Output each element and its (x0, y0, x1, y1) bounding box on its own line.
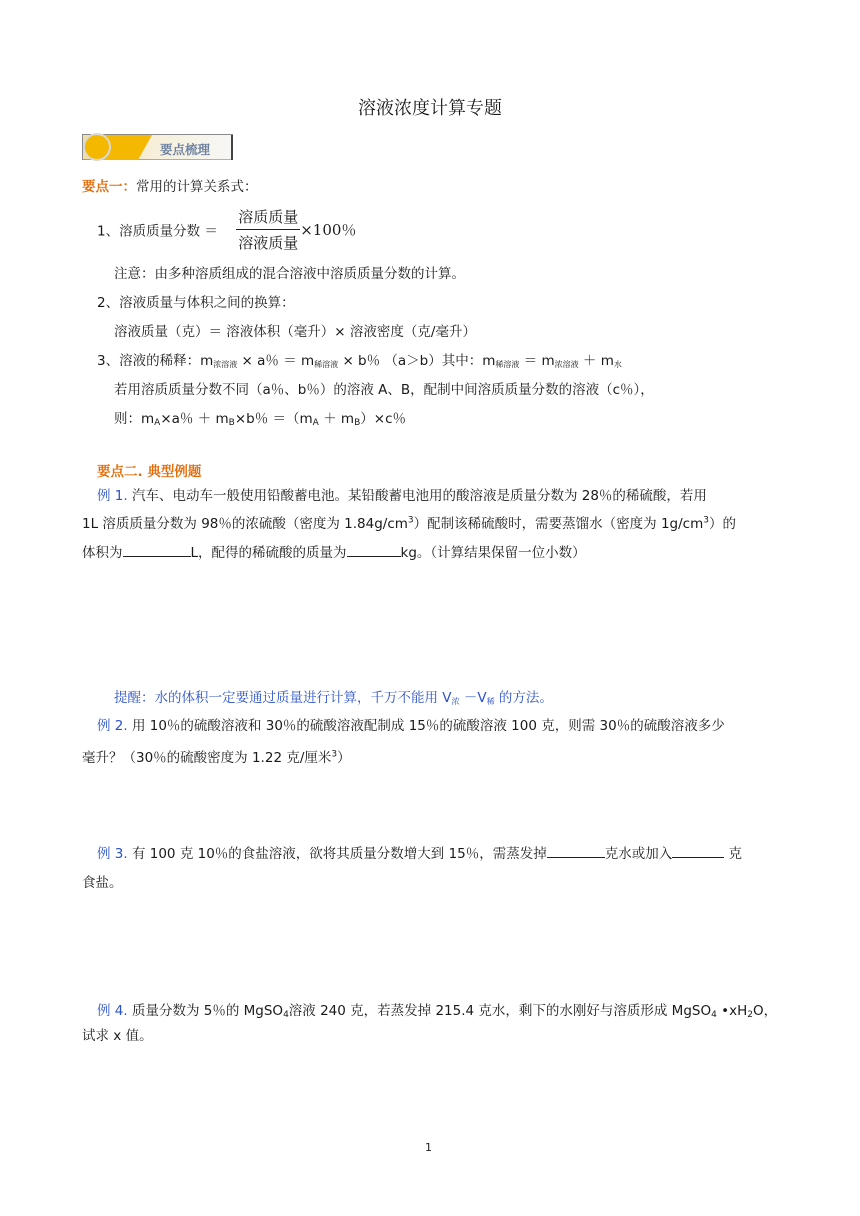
hint-line: 提醒：水的体积一定要通过质量进行计算，千万不能用 $V_浓 -V_稀$ 的方法。 (114, 690, 553, 706)
point1-heading: 要点一：常用的计算关系式： (82, 179, 258, 195)
page-number: 1 (425, 1141, 432, 1154)
section-banner (82, 132, 234, 162)
banner-badge-icon (82, 132, 234, 162)
example2-label: 例 2. (97, 718, 128, 734)
answer-blank-mass[interactable] (347, 542, 401, 557)
point2-heading: 要点二. 典型例题 (97, 464, 202, 480)
example3-line1: 例 3. 有 100 克 10％的食盐溶液，欲将其质量分数增大到 15％，需蒸发掉 克水或加入 克 (97, 842, 742, 862)
banner-label: 要点梳理 (160, 142, 211, 157)
example4-label: 例 4. (97, 1003, 128, 1019)
formula2-expression: 溶液质量（克）＝ 溶液体积（毫升）× 溶液密度（克/毫升） (114, 324, 476, 340)
answer-blank-water[interactable] (547, 843, 605, 858)
note-line: 注意：由多种溶质组成的混合溶液中溶质质量分数的计算。 (114, 266, 465, 282)
formula3-dilution: 3、溶液的稀释：$m_{浓溶液} \times a$％ ＝ $m_{稀溶液} \times b$％ （a＞b）其中：$m_{稀溶液} = m_{浓溶液} + m_水$ (97, 353, 622, 369)
example2-line2: 毫升？（30％的硫酸密度为 1.22 克/厘米$^3$） (82, 749, 351, 766)
example1-line3: 体积为 L，配得的稀硫酸的质量为 kg。（计算结果保留一位小数） (82, 541, 586, 561)
mix-formula: 则：$m_A\times a$％ ＋ $m_B\times b$％ $=(m_A + m_B)\times c$％ (114, 411, 406, 428)
example1-line1: 例 1. 汽车、电动车一般使用铅酸蓄电池。某铅酸蓄电池用的酸溶液是质量分数为 28％的稀硫酸，若用 (97, 488, 707, 504)
example2-line1: 例 2. 用 10％的硫酸溶液和 30％的硫酸溶液配制成 15％的硫酸溶液 100 克，则需 30％的硫酸溶液多少 (97, 718, 725, 734)
mix-line: 若用溶质质量分数不同（a％、b％）的溶液 A、B，配制中间溶质质量分数的溶液（c％）， (114, 382, 654, 398)
example3-label: 例 3. (97, 846, 128, 862)
example4-line2: 试求 x 值。 (82, 1028, 153, 1044)
example3-line2: 食盐。 (82, 875, 123, 891)
example4-line1: 例 4. 质量分数为 5％的 MgSO$_4$溶液 240 克，若蒸发掉 215.4 克水，剩下的水刚好与溶质形成 MgSO$_4$ $•xH_2O$， (97, 1003, 778, 1020)
formula2-label: 2、溶液质量与体积之间的换算： (97, 295, 295, 311)
answer-blank-volume[interactable] (123, 542, 191, 557)
example1-line2: 1L 溶质质量分数为 98％的浓硫酸（密度为 $1.84g/cm^3$）配制该稀硫酸时，需要蒸馏水（密度为 $1g/cm^3$）的 (82, 515, 736, 532)
page-title: 溶液浓度计算专题 (358, 98, 502, 119)
answer-blank-salt[interactable] (672, 843, 724, 858)
formula-mass-fraction: 1、溶质质量分数 ＝ $\frac{\text{溶质质量}}{\text{溶液质量}}$ ×100％ (97, 208, 357, 252)
fraction: $\frac{\text{溶质质量}}{\text{溶液质量}}$ (238, 208, 299, 252)
example1-label: 例 1. (97, 488, 128, 504)
